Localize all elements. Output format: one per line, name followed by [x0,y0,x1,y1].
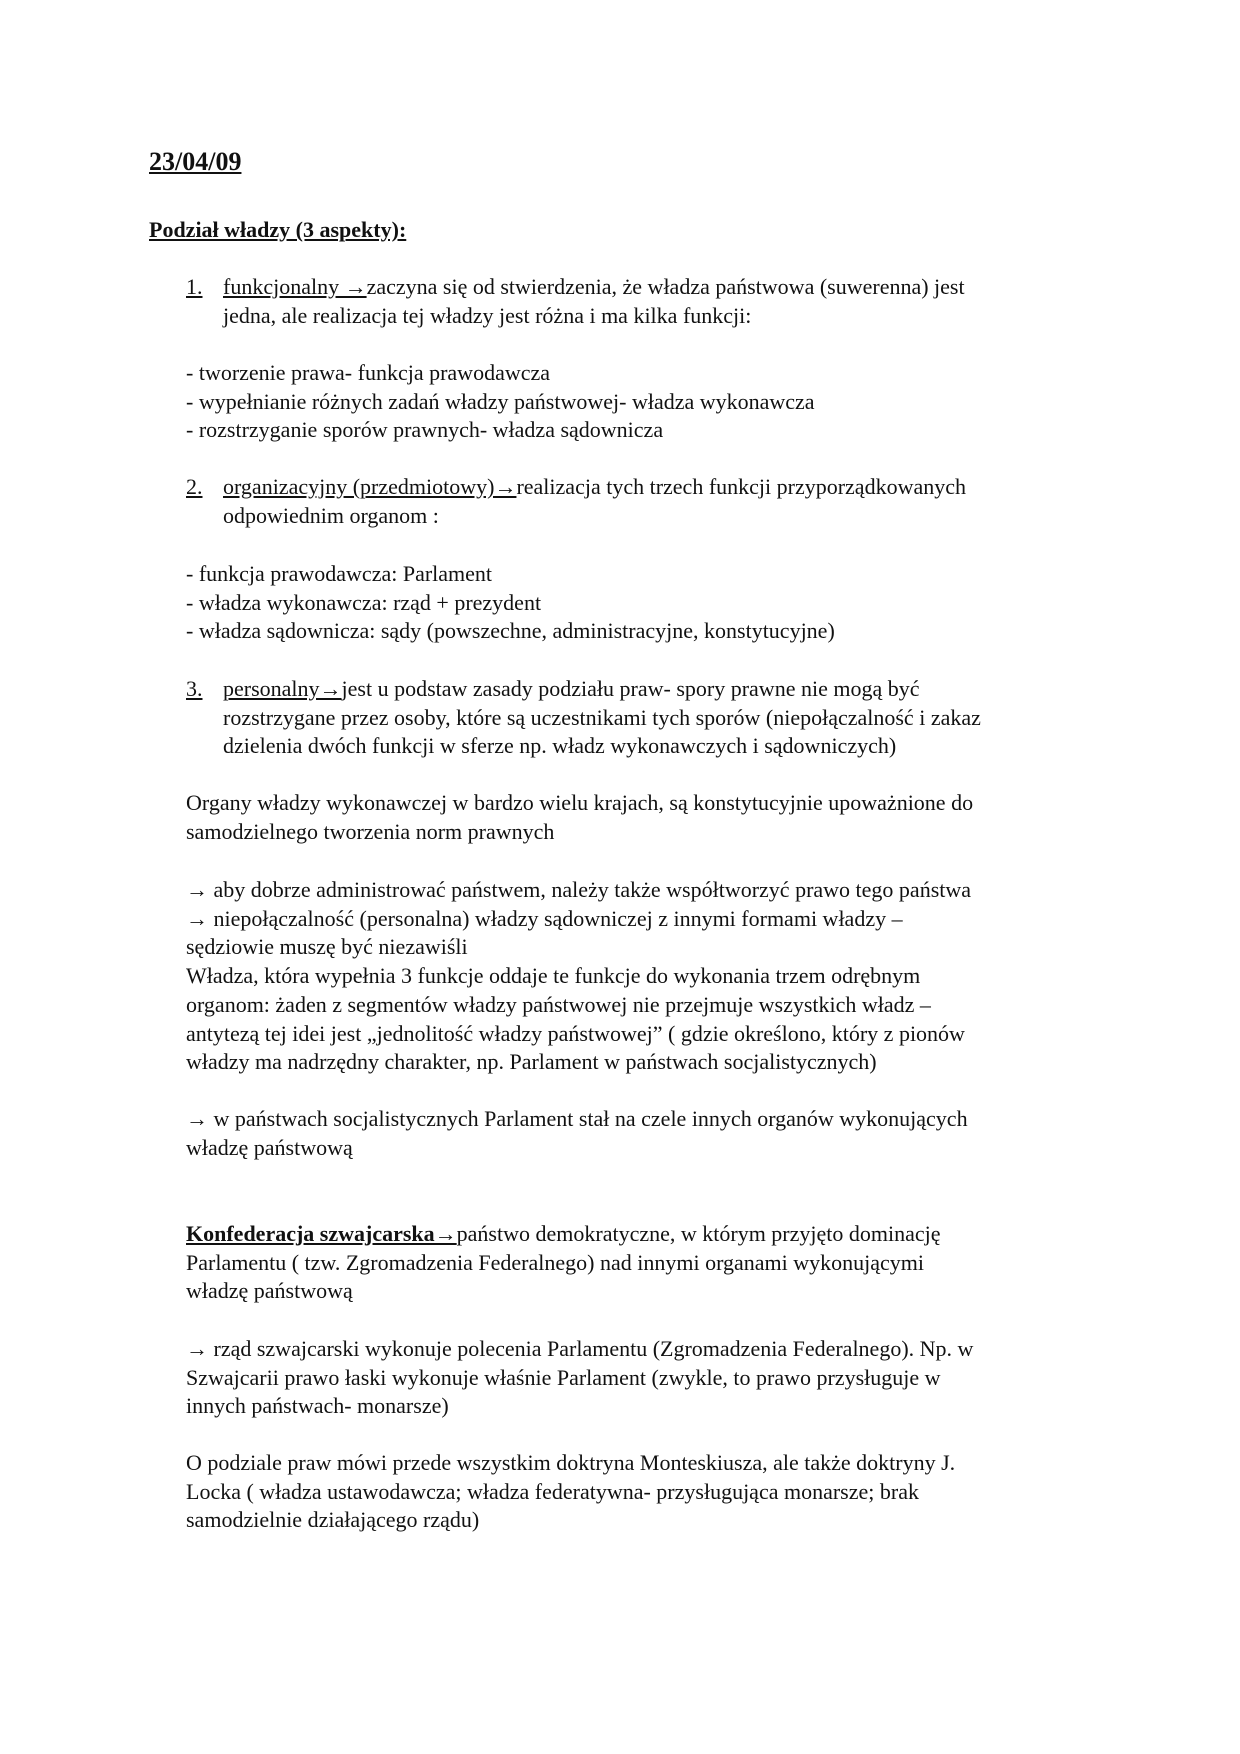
text-line: organom: żaden z segmentów władzy państwowej nie przejmuje wszystkich władz – [186,991,931,1017]
list-line: - rozstrzyganie sporów prawnych- władza sądownicza [186,417,664,443]
text-line: Parlamentu ( tzw. Zgromadzenia Federalnego) nad innymi organami wykonującymi [186,1249,924,1275]
list-line: - funkcja prawodawcza: Parlament [186,561,493,586]
text-line: państwo demokratyczne, w którym przyjęto dominację [456,1221,941,1246]
paragraph-konfederacja [186,1220,941,1306]
document-date: 23/04/09 [149,147,242,176]
text-line: antytezą tej idei jest „jednolitość władzy państwowej” ( gdzie określono, który z pionów [186,1020,965,1046]
text-line: Organy władzy wykonawczej w bardzo wielu krajach, są konstytucyjnie upoważnione do [186,790,974,815]
text-line: jedna, ale realizacja tej władzy jest różna i ma kilka funkcji: [223,302,752,328]
item-text [223,473,966,530]
text-line: dzielenia dwóch funkcji w sferze np. władz wykonawczych i sądowniczych) [223,733,897,759]
list-line: - władza sądownicza: sądy (powszechne, administracyjne, konstytucyjne) [186,618,835,644]
text-line: władzę państwową [186,1134,353,1160]
paragraph-podziale [186,1449,955,1535]
text-line: → rząd szwajcarski wykonuje polecenia Parlamentu (Zgromadzenia Federalnego). Np. w [186,1336,974,1361]
text-line: władzy ma nadrzędny charakter, np. Parlament w państwach socjalistycznych) [186,1049,877,1075]
item-number: 2. [186,474,203,499]
konfederacja-term: Konfederacja szwajcarska→ [186,1221,457,1246]
item-term: personalny→ [223,676,342,701]
text-line: samodzielnego tworzenia norm prawnych [186,818,555,844]
item-number: 1. [186,274,203,299]
list-line: - władza wykonawcza: rząd + prezydent [186,589,542,615]
text-line: O podziale praw mówi przede wszystkim doktryna Monteskiusza, ale także doktryny J. [186,1450,956,1475]
item-term: funkcjonalny → [223,274,367,299]
paragraph-organy [186,789,973,846]
text-line: samodzielnie działającego rządu) [186,1507,480,1533]
section-heading: Podział władzy (3 aspekty): [149,217,407,242]
text-line: → niepołączalność (personalna) władzy sądowniczej z innymi formami władzy – [186,905,903,931]
list-line: - wypełnianie różnych zadań władzy państwowej- władza wykonawcza [186,388,815,414]
text-line: → aby dobrze administrować państwem, należy także współtworzyć prawo tego państwa [186,877,972,902]
text-line: jest u podstaw zasady podziału praw- spory prawne nie mogą być [341,676,920,701]
paragraph-socialist [186,1105,968,1162]
text-line: Władza, która wypełnia 3 funkcje oddaje te funkcje do wykonania trzem odrębnym [186,963,921,989]
function-list [186,359,815,445]
paragraph-arrows [186,876,971,1077]
text-line: rozstrzygane przez osoby, które są uczestnikami tych sporów (niepołączalność i zakaz [223,704,981,730]
item-text [223,273,965,330]
list-line: - tworzenie prawa- funkcja prawodawcza [186,360,551,385]
text-line: → w państwach socjalistycznych Parlament stał na czele innych organów wykonujących [186,1106,968,1131]
item-text [223,675,981,761]
paragraph-rzad [186,1335,973,1421]
text-line: odpowiednim organom : [223,502,439,528]
text-line: Szwajcarii prawo łaski wykonuje właśnie Parlament (zwykle, to prawo przysługuje w [186,1364,941,1390]
text-line: władzę państwową [186,1278,353,1304]
item-number: 3. [186,676,203,701]
item-term: organizacyjny (przedmiotowy)→ [223,474,517,499]
text-line: realizacja tych trzech funkcji przyporządkowanych [516,474,966,499]
text-line: zaczyna się od stwierdzenia, że władza państwowa (suwerenna) jest [366,274,965,299]
text-line: innych państwach- monarsze) [186,1393,449,1419]
text-line: sędziowie muszę być niezawiśli [186,934,468,960]
organ-list [186,560,835,646]
text-line: Locka ( władza ustawodawcza; władza federatywna- przysługująca monarsze; brak [186,1478,919,1504]
